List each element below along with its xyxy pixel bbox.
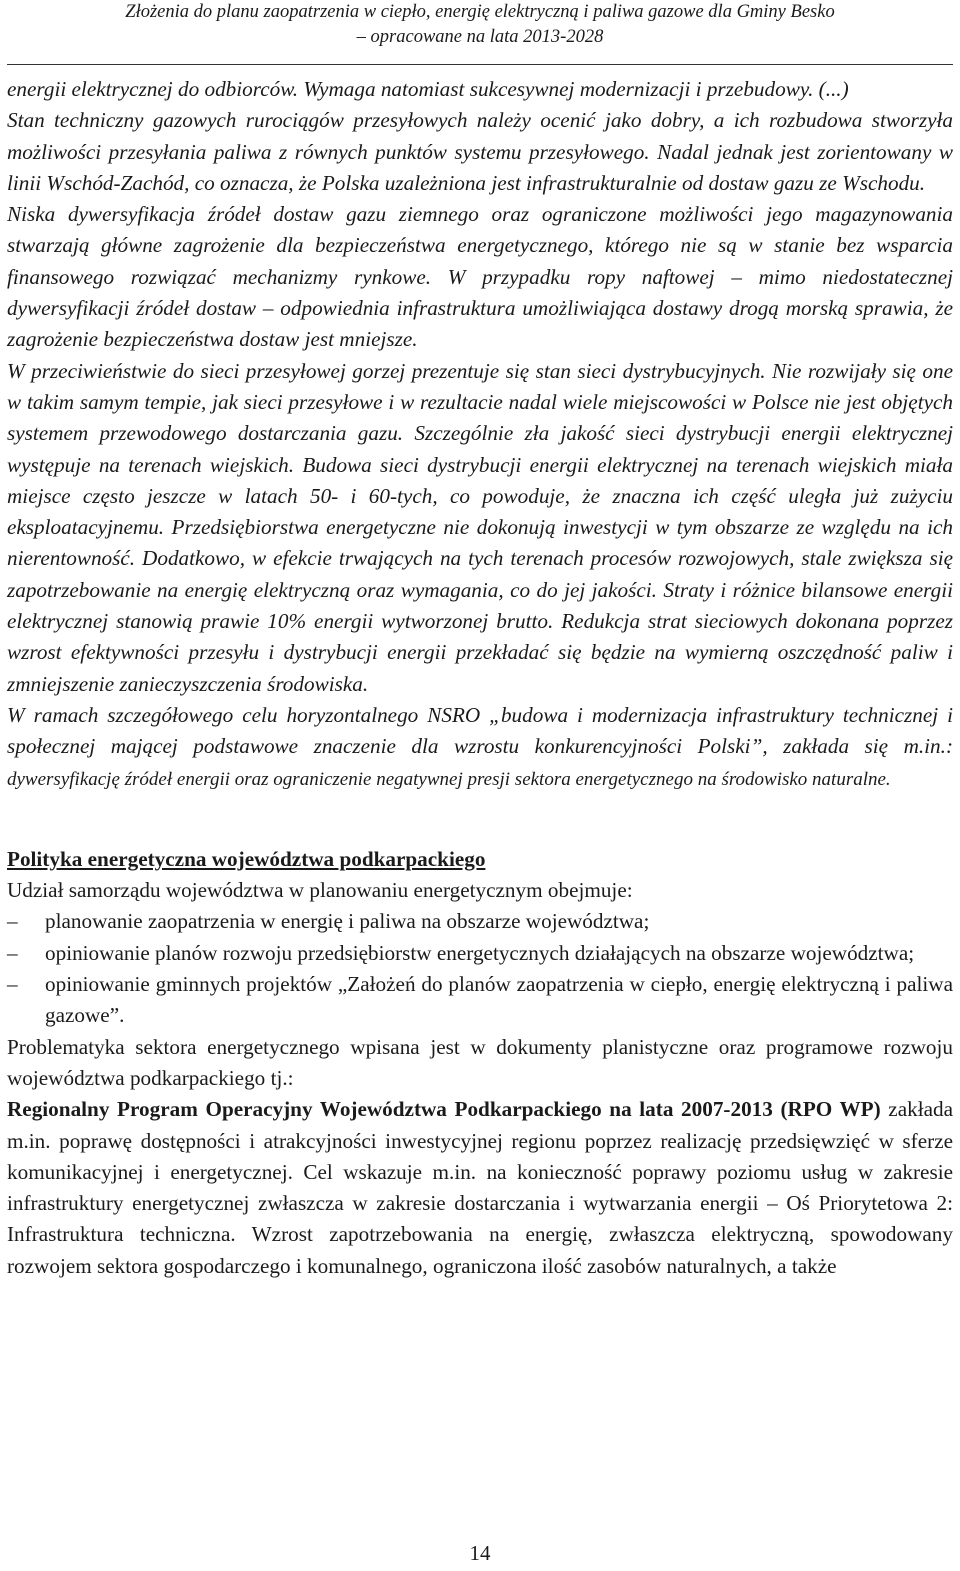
rpo-text: zakłada m.in. poprawę dostępności i atrakcyjności inwestycyjnej regionu poprzez realizację przedsięwzięć w sferze komunikacyjnej i energetycznej. Cel wskazuje m.in. na konieczność poprawy poziomu usług w zakresie infrastruktury energetycznej zwłaszcza w zakresie dostarczania i wytwarzania energii – Oś Priorytetowa 2: Infrastruktura techniczna. Wzrost zapotrzebowania na energię, zwłaszcza elektryczną, spowodowany rozwojem sektora gospodarczego i komunalnego, ograniczona ilość zasobów naturalnych, a także bbox=[7, 1097, 953, 1278]
problem-paragraph: Problematyka sektora energetycznego wpisana jest w dokumenty planistyczne oraz programowe rozwoju województwa podkarpackiego tj.: bbox=[7, 1034, 953, 1090]
list-item-text: opiniowanie planów rozwoju przedsiębiorstw energetycznych działających na obszarze województwa; bbox=[45, 940, 915, 965]
rpo-paragraph bbox=[7, 1094, 953, 1282]
page-header bbox=[0, 0, 960, 50]
header-divider bbox=[7, 64, 953, 65]
quote-paragraph-3: Niska dywersyfikacja źródeł dostaw gazu ziemnego oraz ograniczone możliwości jego magazynowania stwarzają główne zagrożenie dla bezpieczeństwa energetycznego, którego nie są w stanie bez wsparcia finansowego rozwiązać mechanizmy rynkowe. W przypadku ropy naftowej – mimo niedostatecznej dywersyfikacji źródeł dostaw – odpowiednia infrastruktura umożliwiająca dostawy drogą morską sprawia, że zagrożenie bezpieczeństwa dostaw jest mniejsze. bbox=[7, 202, 953, 352]
header-subtitle: – opracowane na lata 2013-2028 bbox=[356, 27, 604, 47]
nsro-goal-text: W ramach szczegółowego celu horyzontalnego NSRO „budowa i modernizacja infrastruktury technicznej i społecznej mającej podstawowe znaczenie dla wzrostu konkurencyjności Polski”, zakłada się m.in.: bbox=[7, 702, 953, 759]
dash-bullet: – bbox=[7, 940, 18, 965]
dash-bullet: – bbox=[7, 972, 18, 997]
section-title: Polityka energetyczna województwa podkarpackiego bbox=[7, 846, 486, 871]
dash-bullet: – bbox=[7, 909, 18, 934]
document-body bbox=[7, 74, 953, 1282]
section-intro: Udział samorządu województwa w planowaniu energetycznym obejmuje: bbox=[7, 878, 633, 903]
list-item bbox=[7, 938, 953, 969]
page-number: 14 bbox=[469, 1541, 491, 1565]
list-item bbox=[7, 906, 953, 937]
quote-paragraph-5 bbox=[7, 700, 953, 795]
nsro-goal-tail: dywersyfikację źródeł energii oraz ograniczenie negatywnej presji sektora energetycznego na środowisko naturalne. bbox=[7, 768, 891, 790]
list-item-text: planowanie zaopatrzenia w energię i paliwa na obszarze województwa; bbox=[45, 909, 650, 934]
quote-paragraph-4: W przeciwieństwie do sieci przesyłowej gorzej prezentuje się stan sieci dystrybucyjnych. Nie rozwijały się one w takim samym tempie, jak sieci przesyłowe i w rezultacie nadal wiele miejscowości w Polsce nie jest objętych systemem przewodowego dostarczania gazu. Szczególnie zła jakość sieci dystrybucji energii elektrycznej występuje na terenach wiejskich. Budowa sieci dystrybucji energii elektrycznej na terenach wiejskich miała miejsce często jeszcze w latach 50- i 60-tych, co powoduje, że znaczna ich część uległa już zużyciu eksploatacyjnemu. Przedsiębiorstwa energetyczne nie dokonują inwestycji w tym obszarze ze względu na ich nierentowność. Dodatkowo, w efekcie trwających na tych terenach procesów rozwojowych, stale zwiększa się zapotrzebowanie na energię elektryczną oraz wymagania, co do jej jakości. Straty i różnice bilansowe energii elektrycznej stanowią prawie 10% energii wytworzonej brutto. Redukcja strat sieciowych dokonana poprzez wzrost efektywności przesyłu i dystrybucji energii przekładać się będzie na wymierną oszczędność paliw i zmniejszenie zanieczyszczenia środowiska. bbox=[7, 358, 953, 696]
responsibilities-list bbox=[7, 906, 953, 1031]
header-title: Złożenia do planu zaopatrzenia w ciepło, energię elektryczną i paliwa gazowe dla Gminy Besko bbox=[125, 2, 835, 22]
quote-paragraph-2: Stan techniczny gazowych rurociągów przesyłowych należy ocenić jako dobry, a ich rozbudowa stworzyła możliwości przesyłania paliwa z równych punktów systemu przesyłowego. Nadal jednak jest zorientowany w linii Wschód-Zachód, co oznacza, że Polska uzależniona jest infrastrukturalnie od dostaw gazu ze Wschodu. bbox=[7, 108, 953, 195]
quote-paragraph-1: energii elektrycznej do odbiorców. Wymaga natomiast sukcesywnej modernizacji i przebudowy. (...) bbox=[7, 77, 849, 101]
list-item-text: opiniowanie gminnych projektów „Założeń do planów zaopatrzenia w ciepło, energię elektryczną i paliwa gazowe”. bbox=[45, 972, 953, 1028]
rpo-title: Regionalny Program Operacyjny Województwa Podkarpackiego na lata 2007-2013 (RPO WP) bbox=[7, 1097, 881, 1122]
list-item bbox=[7, 969, 953, 1032]
